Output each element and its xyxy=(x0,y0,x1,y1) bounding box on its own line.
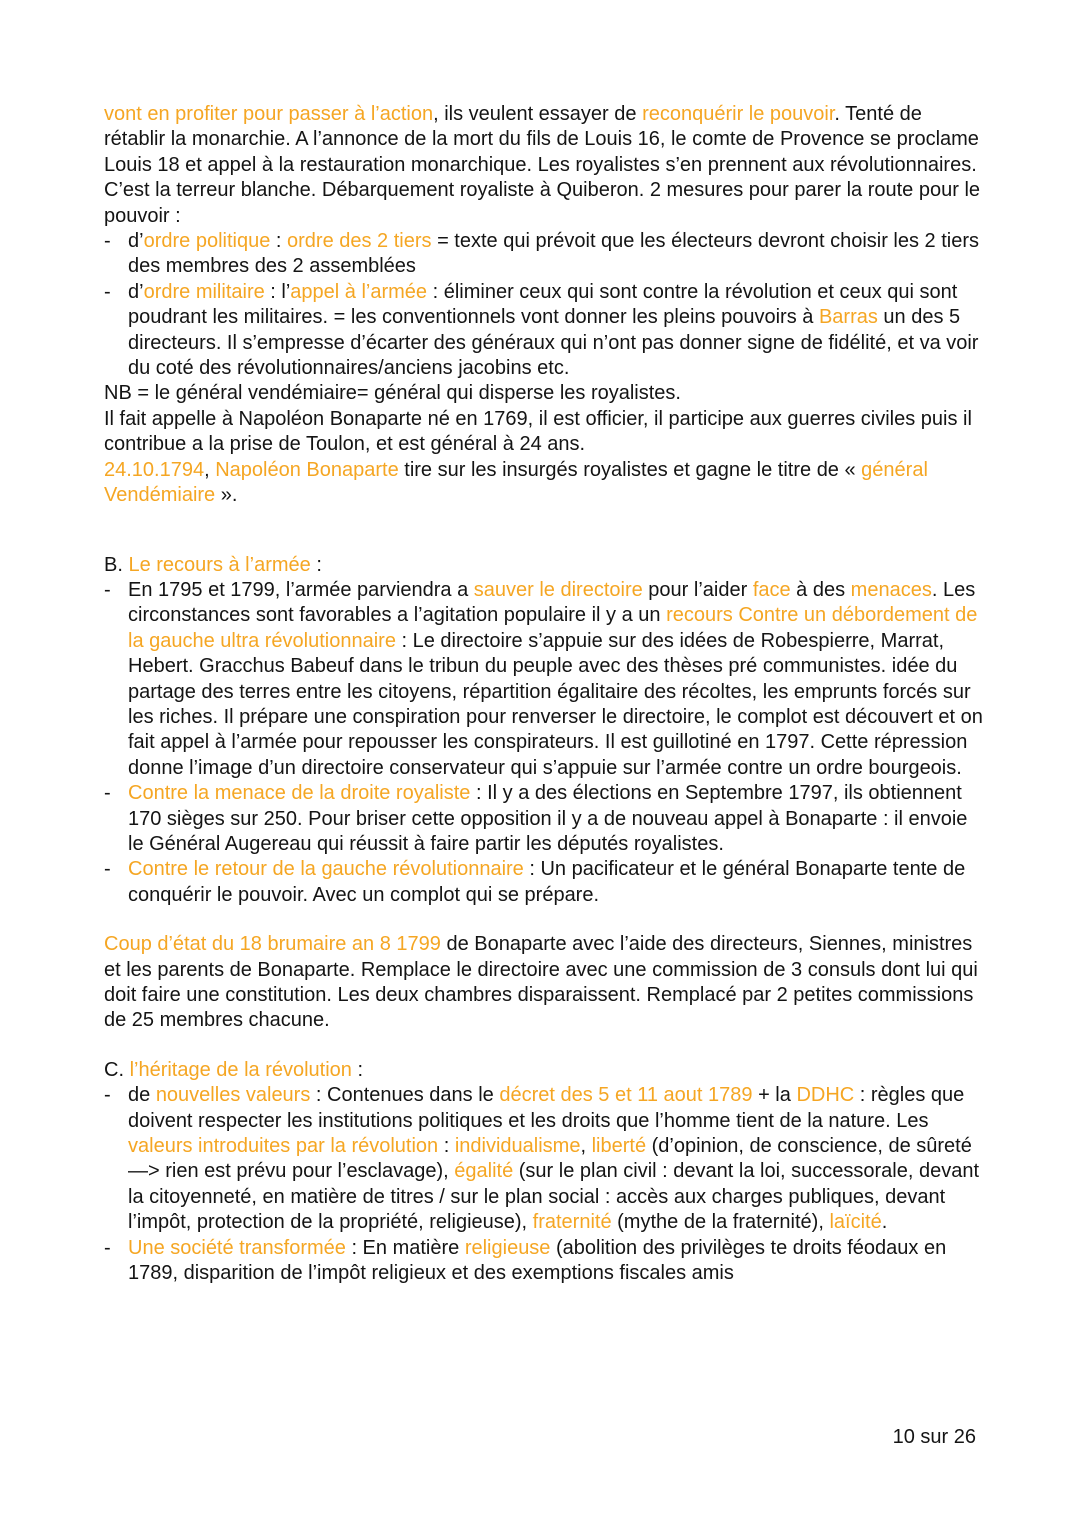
highlight: Contre le retour de la gauche révolutionnaire xyxy=(128,858,524,881)
highlight: DDHC xyxy=(796,1084,855,1107)
highlight: religieuse xyxy=(464,1236,551,1259)
page-number: 10 sur 26 xyxy=(892,1426,976,1448)
highlight: valeurs introduites par la révolution xyxy=(128,1135,439,1158)
bullet-ordre-militaire xyxy=(104,280,984,382)
section-b-heading xyxy=(104,553,984,578)
bullet-societe-transformee xyxy=(104,1236,984,1287)
text: d’ xyxy=(128,230,144,253)
text: , xyxy=(204,458,216,481)
highlight: décret des 5 et 11 aout 1789 xyxy=(499,1084,753,1107)
text: , ils veulent essayer de xyxy=(433,103,643,125)
bullet-armee-directoire xyxy=(104,578,984,781)
text: à des xyxy=(790,578,851,601)
section-letter: B. xyxy=(104,553,129,576)
highlight: Napoléon Bonaparte xyxy=(215,458,399,481)
section-title: Le recours à l’armée xyxy=(128,553,311,576)
text: d’ xyxy=(128,280,144,303)
text: : xyxy=(310,553,322,576)
highlight: nouvelles valeurs xyxy=(155,1084,311,1107)
text: : xyxy=(270,230,287,253)
text: (sur le plan civil : devant la loi, successorale, devant la citoyenneté, en matière de titres / sur le plan social : accès aux charges publiques, devant l’impôt, protection de la propriété, religieuse), xyxy=(128,1160,979,1234)
document-body xyxy=(104,102,984,1286)
bullet-nouvelles-valeurs xyxy=(104,1083,984,1235)
highlight: laïcité xyxy=(829,1211,882,1234)
text: de xyxy=(128,1084,156,1107)
highlight: sauver le directoire xyxy=(473,578,643,601)
bullet-ordre-politique xyxy=(104,229,984,280)
highlight: vont en profiter pour passer à l’action xyxy=(104,103,434,125)
text: tire sur les insurgés royalistes et gagne le titre de « xyxy=(398,458,862,481)
highlight: général Vendémiaire xyxy=(104,458,928,507)
highlight: ordre politique xyxy=(143,230,271,253)
text: : règles que doivent respecter les institutions politiques et les droits que l’homme tient de la nature. Les xyxy=(128,1084,965,1132)
bonaparte-paragraph: Il fait appelle à Napoléon Bonaparte né en 1769, il est officier, il participe aux guerres civiles puis il contribue a la prise de Toulon, et est général à 24 ans. xyxy=(104,407,972,456)
intro-paragraph xyxy=(104,102,984,229)
coup-detat-paragraph xyxy=(104,932,984,1034)
text: = texte qui prévoit que les électeurs devront choisir les 2 tiers des membres des 2 assemblées xyxy=(128,230,980,278)
text: . Les circonstances sont favorables a l’agitation populaire il y a un xyxy=(128,578,976,627)
text: : xyxy=(438,1135,455,1158)
highlight: ordre militaire xyxy=(143,280,265,303)
highlight: 24.10.1794 xyxy=(104,458,205,481)
highlight: Coup d’état du 18 brumaire an 8 1799 xyxy=(104,933,441,956)
section-letter: C. xyxy=(104,1058,130,1081)
highlight: ordre des 2 tiers xyxy=(287,230,432,253)
highlight: liberté xyxy=(591,1135,647,1158)
highlight: face xyxy=(752,578,791,601)
section-title: l’héritage de la révolution xyxy=(129,1058,352,1081)
text: : éliminer ceux qui sont contre la révolution et ceux qui sont poudrant les militaires. = les conventionnels vont donner les pleins pouvoirs à xyxy=(128,280,958,329)
text: : Contenues dans le xyxy=(310,1084,500,1107)
text: : l’ xyxy=(264,280,291,303)
bullet-gauche-revolutionnaire xyxy=(104,857,984,908)
text: pour l’aider xyxy=(642,578,753,601)
text: : Il y a des élections en Septembre 1797, ils obtiennent 170 sièges sur 250. Pour briser cette opposition il y a de nouveau appel à Bonaparte : il envoie le Général Augereau qui réussit à faire partir les députés royalistes. xyxy=(128,782,968,855)
text: En 1795 et 1799, l’armée parviendra a xyxy=(128,578,474,601)
vendemiaire-paragraph xyxy=(104,458,984,509)
text: : Le directoire s’appuie sur des idées de Robespierre, Marrat, Hebert. Gracchus Babeuf dans le tribun du peuple avec des thèses pré communistes. idée du partage des terres entre les citoyens, répartition égalitaire des récoltes, les emprunts forcés sur les riches. Il prépare une conspiration pour renverser le directoire, le complot est découvert et on fait appel à l’armée pour repousser les conspirateurs. Il est guillotiné en 1797. Cette répression donne l’image d’un directoire conservateur qui s’appuie sur l’armée contre un ordre bourgeois. xyxy=(128,629,983,779)
highlight: menaces xyxy=(850,578,932,601)
highlight: Une société transformée xyxy=(128,1236,346,1259)
highlight: individualisme xyxy=(454,1135,581,1158)
text: , xyxy=(580,1135,592,1158)
text: + la xyxy=(752,1084,797,1107)
text: : xyxy=(351,1058,364,1081)
text: un des 5 directeurs. Il s’empresse d’écarter des généraux qui n’ont pas donner signe de fidélité, et va voir du coté des révolutionnaires/anciens jacobins etc. xyxy=(128,306,979,380)
text: . xyxy=(881,1211,888,1234)
text: (d’opinion, de conscience, de sûreté —> rien est prévu pour l’esclavage), xyxy=(128,1135,972,1183)
text: ». xyxy=(215,484,238,507)
text: : Un pacificateur et le général Bonaparte tente de conquérir le pouvoir. Avec un complot qui se prépare. xyxy=(128,858,966,906)
nb-paragraph: NB = le général vendémiaire= général qui disperse les royalistes. xyxy=(104,382,681,405)
highlight: reconquérir le pouvoir xyxy=(642,103,835,125)
highlight: Contre la menace de la droite royaliste xyxy=(128,782,471,805)
section-c-heading xyxy=(104,1058,984,1083)
text: (mythe de la fraternité), xyxy=(611,1211,830,1234)
highlight: égalité xyxy=(454,1160,514,1183)
bullet-droite-royaliste xyxy=(104,781,984,857)
text: . Tenté de rétablir la monarchie. A l’annonce de la mort du fils de Louis 16, le comte de Provence se proclame Louis 18 et appel à la restauration monarchique. Les royalistes s’en prennent aux révolutionnaires. C’est la terreur blanche. Débarquement royaliste à Quiberon. 2 mesures pour parer la route pour le pouvoir : xyxy=(104,103,981,227)
highlight: Barras xyxy=(818,306,878,329)
highlight: recours Contre un débordement de la gauche ultra révolutionnaire xyxy=(128,604,978,652)
text: (abolition des privilèges te droits féodaux en 1789, disparition de l’impôt religieux et des exemptions fiscales amis xyxy=(128,1236,947,1285)
text: de Bonaparte avec l’aide des directeurs, Siennes, ministres et les parents de Bonaparte. Remplace le directoire avec une commission de 3 consuls dont lui qui doit faire une constitution. Les deux chambres disparaissent. Remplacé par 2 petites commissions de 25 membres chacune. xyxy=(104,933,978,1032)
text: : En matière xyxy=(345,1236,465,1259)
highlight: fraternité xyxy=(532,1211,612,1234)
highlight: appel à l’armée xyxy=(290,280,428,303)
